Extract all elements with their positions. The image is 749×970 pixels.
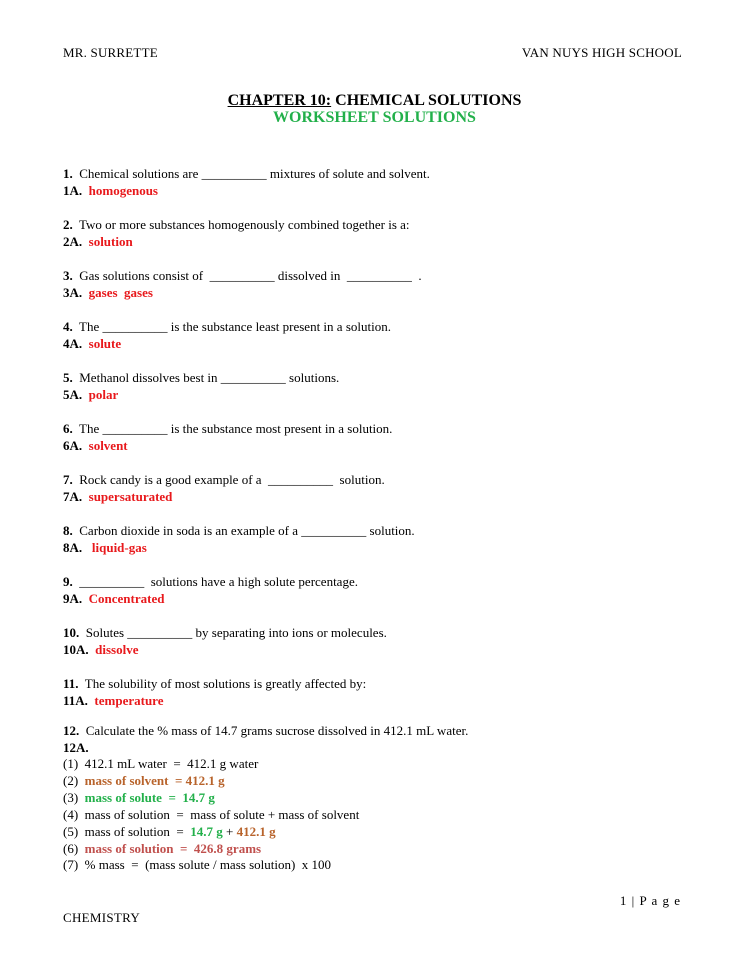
question-text: The __________ is the substance most present in a solution. <box>72 421 393 436</box>
footer-subject: CHEMISTRY <box>63 910 141 925</box>
question-text: Gas solutions consist of __________ dissolved in __________ . <box>72 268 422 283</box>
question-line <box>63 216 703 233</box>
question-text: Solutes __________ by separating into ions or molecules. <box>79 625 387 640</box>
step-5-text: (5) mass of solution = <box>63 823 191 839</box>
question-line <box>63 369 703 386</box>
answer-number: 8A. <box>63 540 83 555</box>
answer-number: 3A. <box>63 285 83 300</box>
step-5-solvent: 412.1 g <box>236 823 276 839</box>
question-8 <box>63 522 703 556</box>
question-text: Methanol dissolves best in __________ solutions. <box>72 370 340 385</box>
question-1 <box>63 165 703 199</box>
question-7 <box>63 471 703 505</box>
header-left: MR. SURRETTE <box>63 45 158 60</box>
answer-text: temperature <box>87 693 164 708</box>
step-5-plus: + <box>222 823 237 839</box>
question-line <box>63 420 703 437</box>
question-number: 11. <box>63 676 79 691</box>
question-line <box>63 624 703 641</box>
question-number: 5. <box>63 370 73 385</box>
answer-line <box>63 437 703 454</box>
question-line <box>63 471 703 488</box>
question-line <box>63 722 703 739</box>
question-6 <box>63 420 703 454</box>
answer-text: gases gases <box>82 285 153 300</box>
question-number: 4. <box>63 319 73 334</box>
question-2 <box>63 216 703 250</box>
step-2-number: (2) <box>63 772 85 788</box>
answer-line <box>63 284 703 301</box>
answer-number: 7A. <box>63 489 83 504</box>
question-line <box>63 267 703 284</box>
answer-line <box>63 182 703 199</box>
answer-line <box>63 692 703 709</box>
question-text: Two or more substances homogenously combined together is a: <box>72 217 410 232</box>
answer-number: 1A. <box>63 183 83 198</box>
answer-text: dissolve <box>88 642 139 657</box>
step-6-number: (6) <box>63 840 85 856</box>
answer-line <box>63 386 703 403</box>
question-number: 2. <box>63 217 73 232</box>
question-line <box>63 573 703 590</box>
step-1: (1) 412.1 mL water = 412.1 g water <box>63 756 259 771</box>
step-3 <box>63 790 703 807</box>
answer-text: homogenous <box>82 183 158 198</box>
step-5-solute: 14.7 g <box>190 823 223 839</box>
step-3-text: mass of solute = 14.7 g <box>84 789 215 805</box>
answer-line <box>63 539 703 556</box>
answer-text: solvent <box>82 438 128 453</box>
calculation-steps <box>63 756 703 874</box>
question-text: Calculate the % mass of 14.7 grams sucrose dissolved in 412.1 mL water. <box>79 723 469 738</box>
answer-line <box>63 641 703 658</box>
step-4: (4) mass of solution = mass of solute + mass of solvent <box>63 806 360 822</box>
question-text: Rock candy is a good example of a __________ solution. <box>72 472 385 487</box>
question-line <box>63 318 703 335</box>
answer-number: 9A. <box>63 591 83 606</box>
question-number: 9. <box>63 574 73 589</box>
question-number: 6. <box>63 421 73 436</box>
answer-text: polar <box>82 387 119 402</box>
question-11 <box>63 675 703 709</box>
answer-line <box>63 488 703 505</box>
question-number: 8. <box>63 523 73 538</box>
answer-line <box>63 590 703 607</box>
page-number: 1 | P a g e <box>619 893 681 908</box>
answer-number: 2A. <box>63 234 83 249</box>
question-line <box>63 675 703 692</box>
answer-line <box>63 335 703 352</box>
question-text: Carbon dioxide in soda is an example of a __________ solution. <box>72 523 415 538</box>
question-number: 12. <box>63 723 80 738</box>
question-text: The solubility of most solutions is greatly affected by: <box>78 676 367 691</box>
answer-number: 11A. <box>63 693 88 708</box>
question-text: The __________ is the substance least present in a solution. <box>72 319 391 334</box>
page-subtitle: WORKSHEET SOLUTIONS <box>273 109 476 126</box>
question-number: 3. <box>63 268 73 283</box>
question-line <box>63 165 703 182</box>
question-5 <box>63 369 703 403</box>
answer-text: solute <box>82 336 122 351</box>
question-12 <box>63 722 703 756</box>
page-title <box>0 92 749 110</box>
answer-text: liquid-gas <box>82 540 147 555</box>
answer-number: 10A. <box>63 642 89 657</box>
step-5 <box>63 824 703 841</box>
question-3 <box>63 267 703 301</box>
question-line <box>63 522 703 539</box>
step-6 <box>63 841 703 858</box>
answer-number: 6A. <box>63 438 83 453</box>
answer-line <box>63 233 703 250</box>
answer-number: 5A. <box>63 387 83 402</box>
answer-number: 12A. <box>63 740 89 755</box>
answer-text: supersaturated <box>82 489 173 504</box>
step-6-text: mass of solution = 426.8 grams <box>84 840 262 856</box>
question-4 <box>63 318 703 352</box>
answer-text: Concentrated <box>82 591 165 606</box>
step-3-number: (3) <box>63 789 85 805</box>
question-text: __________ solutions have a high solute percentage. <box>72 574 358 589</box>
question-10 <box>63 624 703 658</box>
answer-line <box>63 739 703 756</box>
question-number: 1. <box>63 166 73 181</box>
step-2-text: mass of solvent = 412.1 g <box>84 772 225 788</box>
question-number: 7. <box>63 472 73 487</box>
chapter-label: CHAPTER 10: <box>227 92 332 109</box>
header-right: VAN NUYS HIGH SCHOOL <box>521 45 682 60</box>
step-7: (7) % mass = (mass solute / mass solution) x 100 <box>63 857 332 873</box>
chapter-name: CHEMICAL SOLUTIONS <box>331 92 522 109</box>
step-2 <box>63 773 703 790</box>
question-text: Chemical solutions are __________ mixtures of solute and solvent. <box>72 166 430 181</box>
question-number: 10. <box>63 625 80 640</box>
question-9 <box>63 573 703 607</box>
answer-number: 4A. <box>63 336 83 351</box>
answer-text: solution <box>82 234 133 249</box>
